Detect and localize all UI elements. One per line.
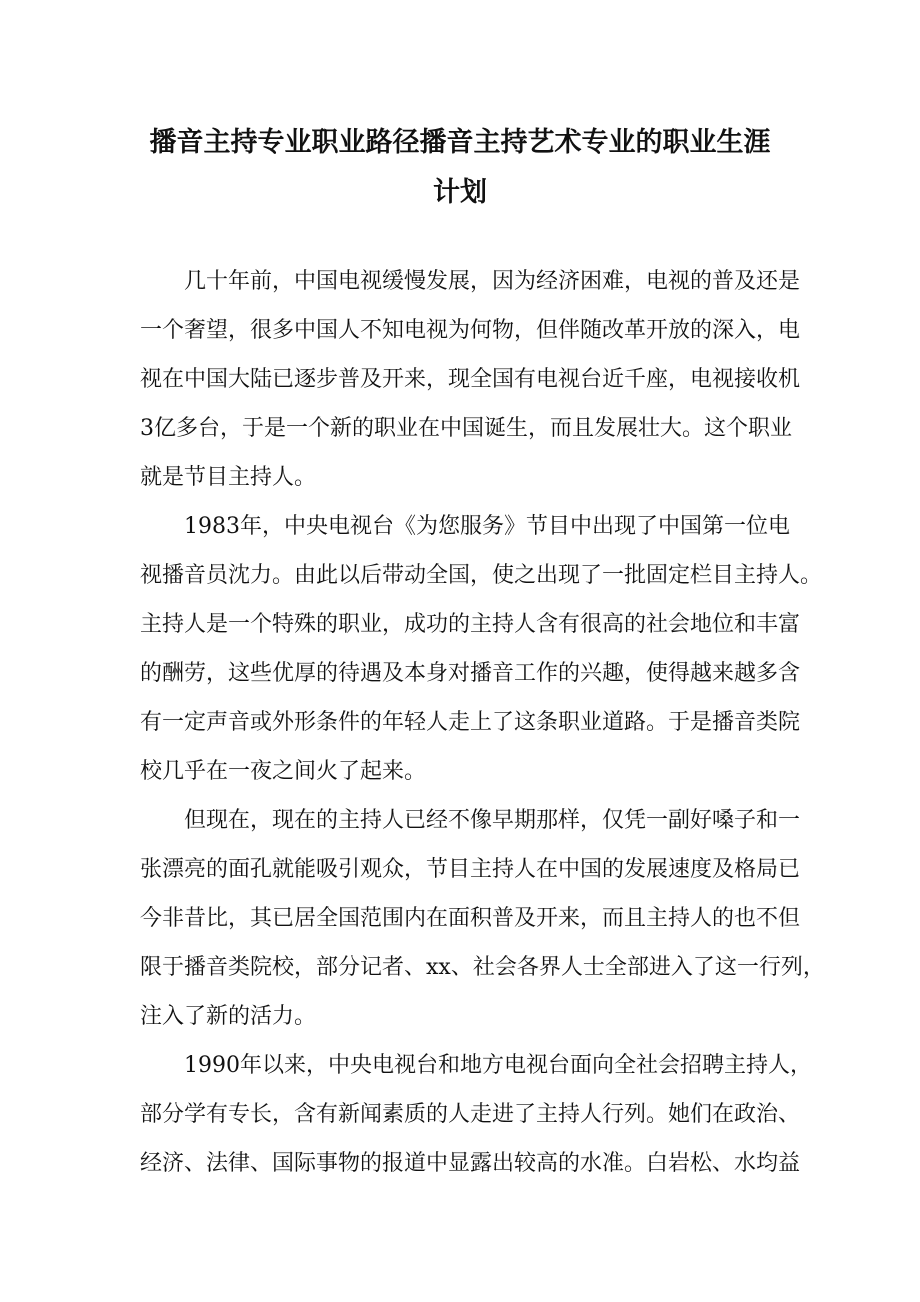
text-line-5: 就是节目主持人。 — [140, 465, 317, 490]
text-line-18: 部分学有专长，含有新闻素质的人走进了主持人行列。她们在政治、 — [140, 1102, 801, 1127]
text-line-2: 一个奢望，很多中国人不知电视为何物，但伴随改革开放的深入，电 — [140, 318, 801, 343]
document-title — [130, 118, 790, 218]
title-line-1: 播音主持专业职业路径播音主持艺术专业的职业生涯 — [149, 127, 771, 158]
text-line-12: 但现在，现在的主持人已经不像早期那样，仅凭一副好嗓子和一 — [184, 808, 801, 833]
text-line-4: 3亿多台，于是一个新的职业在中国诞生，而且发展壮大。这个职业 — [140, 416, 792, 441]
text-line-13: 张漂亮的面孔就能吸引观众，节目主持人在中国的发展速度及格局已 — [140, 857, 801, 882]
text-line-11: 校几乎在一夜之间火了起来。 — [140, 759, 427, 784]
text-line-6: 1983年，中央电视台《为您服务》节目中出现了中国第一位电 — [184, 514, 790, 539]
title-line-2: 计划 — [433, 177, 487, 208]
text-line-15: 限于播音类院校，部分记者、xx、社会各界人士全部进入了这一行列， — [140, 955, 825, 980]
text-line-7: 视播音员沈力。由此以后带动全国，使之出现了一批固定栏目主持人。 — [140, 563, 823, 588]
text-line-17: 1990年以来，中央电视台和地方电视台面向全社会招聘主持人， — [184, 1053, 812, 1078]
text-line-1: 几十年前，中国电视缓慢发展，因为经济困难，电视的普及还是 — [184, 269, 801, 294]
text-line-19: 经济、法律、国际事物的报道中显露出较高的水准。白岩松、水均益 — [140, 1151, 801, 1176]
text-line-14: 今非昔比，其已居全国范围内在面积普及开来，而且主持人的也不但 — [140, 906, 801, 931]
text-line-8: 主持人是一个特殊的职业，成功的主持人含有很高的社会地位和丰富 — [140, 612, 801, 637]
text-line-3: 视在中国大陆已逐步普及开来，现全国有电视台近千座，电视接收机 — [140, 367, 801, 392]
text-line-10: 有一定声音或外形条件的年轻人走上了这条职业道路。于是播音类院 — [140, 710, 801, 735]
text-line-16: 注入了新的活力。 — [140, 1004, 317, 1029]
text-line-9: 的酬劳，这些优厚的待遇及本身对播音工作的兴趣，使得越来越多含 — [140, 661, 801, 686]
